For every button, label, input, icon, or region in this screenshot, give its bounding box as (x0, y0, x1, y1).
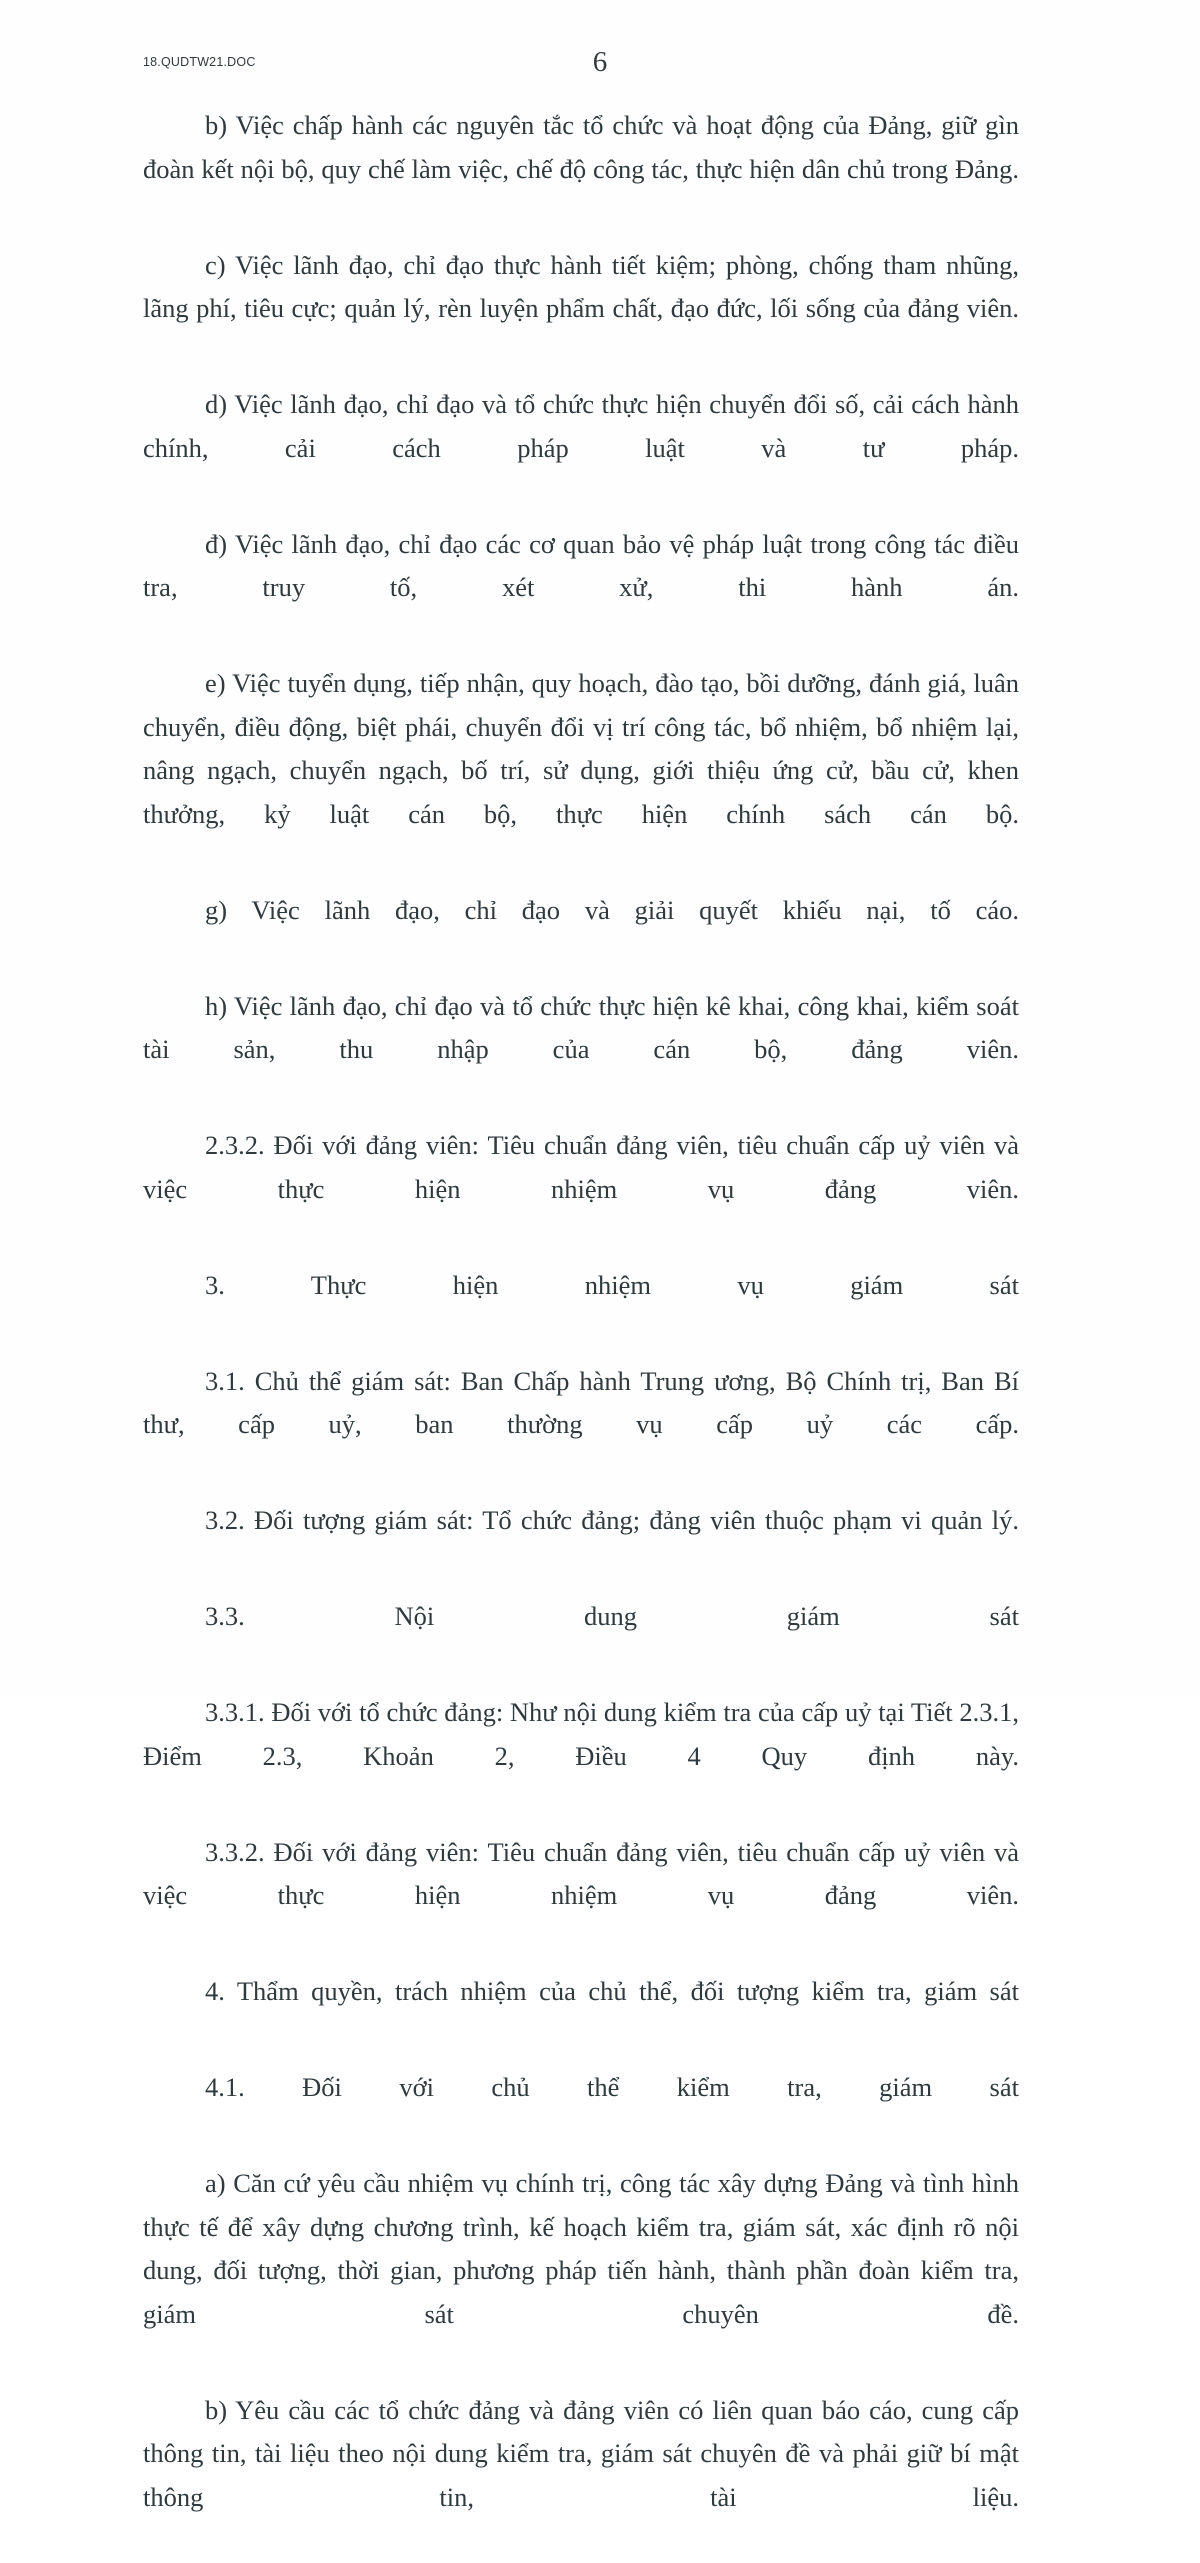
paragraph-2-3-2: 2.3.2. Đối với đảng viên: Tiêu chuẩn đảng viên, tiêu chuẩn cấp uỷ viên và việc thực hiện nhiệm vụ đảng viên. (143, 1130, 1019, 1204)
paragraph-4-1-b: b) Yêu cầu các tổ chức đảng và đảng viên có liên quan báo cáo, cung cấp thông tin, tài liệu theo nội dung kiểm tra, giám sát chuyên đề và phải giữ bí mật thông tin, tài liệu. (143, 2394, 1019, 2512)
paragraph-3-1-chu-the: 3.1. Chủ thể giám sát: Ban Chấp hành Trung ương, Bộ Chính trị, Ban Bí thư, cấp uỷ, ban thường vụ cấp uỷ các cấp. (143, 1365, 1019, 1439)
paragraph-4-1-a: a) Căn cứ yêu cầu nhiệm vụ chính trị, công tác xây dựng Đảng và tình hình thực tế để xây dựng chương trình, kế hoạch kiểm tra, giám sát, xác định rõ nội dung, đối tượng, thời gian, phương pháp tiến hành, thành phần đoàn kiểm tra, giám sát chuyên đề. (143, 2168, 1019, 2329)
document-code-label: 18.QUDTW21.DOC (143, 55, 256, 69)
paragraph-g-khieu-nai: g) Việc lãnh đạo, chỉ đạo và giải quyết khiếu nại, tố cáo. (205, 894, 1019, 925)
paragraph-d-chuyen-doi-so: d) Việc lãnh đạo, chỉ đạo và tổ chức thực hiện chuyển đổi số, cải cách hành chính, cải cách pháp luật và tư pháp. (143, 389, 1019, 463)
paragraph-b-nguyen-tac: b) Việc chấp hành các nguyên tắc tổ chức và hoạt động của Đảng, giữ gìn đoàn kết nội bộ, quy chế làm việc, chế độ công tác, thực hiện dân chủ trong Đảng. (143, 110, 1019, 184)
paragraph-3-3-2: 3.3.2. Đối với đảng viên: Tiêu chuẩn đảng viên, tiêu chuẩn cấp uỷ viên và việc thực hiện nhiệm vụ đảng viên. (143, 1836, 1019, 1910)
paragraph-h-ke-khai-tai-san: h) Việc lãnh đạo, chỉ đạo và tổ chức thực hiện kê khai, công khai, kiểm soát tài sản, thu nhập của cán bộ, đảng viên. (143, 990, 1019, 1064)
paragraph-3-3-1: 3.3.1. Đối với tổ chức đảng: Như nội dung kiểm tra của cấp uỷ tại Tiết 2.3.1, Điểm 2.3, Khoản 2, Điều 4 Quy định này. (143, 1697, 1019, 1771)
paragraph-3-3-noi-dung: 3.3. Nội dung giám sát (205, 1601, 1019, 1631)
paragraph-dd-bao-ve-phap-luat: đ) Việc lãnh đạo, chỉ đạo các cơ quan bảo vệ pháp luật trong công tác điều tra, truy tố, xét xử, thi hành án. (143, 528, 1019, 602)
document-body (143, 104, 1019, 2563)
page-header (0, 48, 1200, 78)
heading-3-giam-sat: 3. Thực hiện nhiệm vụ giám sát (205, 1269, 1019, 1300)
paragraph-e-can-bo: e) Việc tuyển dụng, tiếp nhận, quy hoạch, đào tạo, bồi dưỡng, đánh giá, luân chuyển, điều động, biệt phái, chuyển đổi vị trí công tác, bổ nhiệm, bổ nhiệm lại, nâng ngạch, chuyển ngạch, bố trí, sử dụng, giới thiệu ứng cử, bầu cử, khen thưởng, kỷ luật cán bộ, thực hiện chính sách cán bộ. (143, 668, 1019, 829)
paragraph-4-1-chu-the: 4.1. Đối với chủ thể kiểm tra, giám sát (205, 2072, 1019, 2102)
paragraph-c-tiet-kiem: c) Việc lãnh đạo, chỉ đạo thực hành tiết kiệm; phòng, chống tham nhũng, lãng phí, tiêu cực; quản lý, rèn luyện phẩm chất, đạo đức, lối sống của đảng viên. (143, 249, 1019, 323)
heading-4-tham-quyen: 4. Thẩm quyền, trách nhiệm của chủ thể, đối tượng kiểm tra, giám sát (205, 1976, 1019, 2006)
paragraph-3-2-doi-tuong: 3.2. Đối tượng giám sát: Tổ chức đảng; đảng viên thuộc phạm vi quản lý. (205, 1505, 1019, 1535)
page-number: 6 (592, 46, 608, 78)
